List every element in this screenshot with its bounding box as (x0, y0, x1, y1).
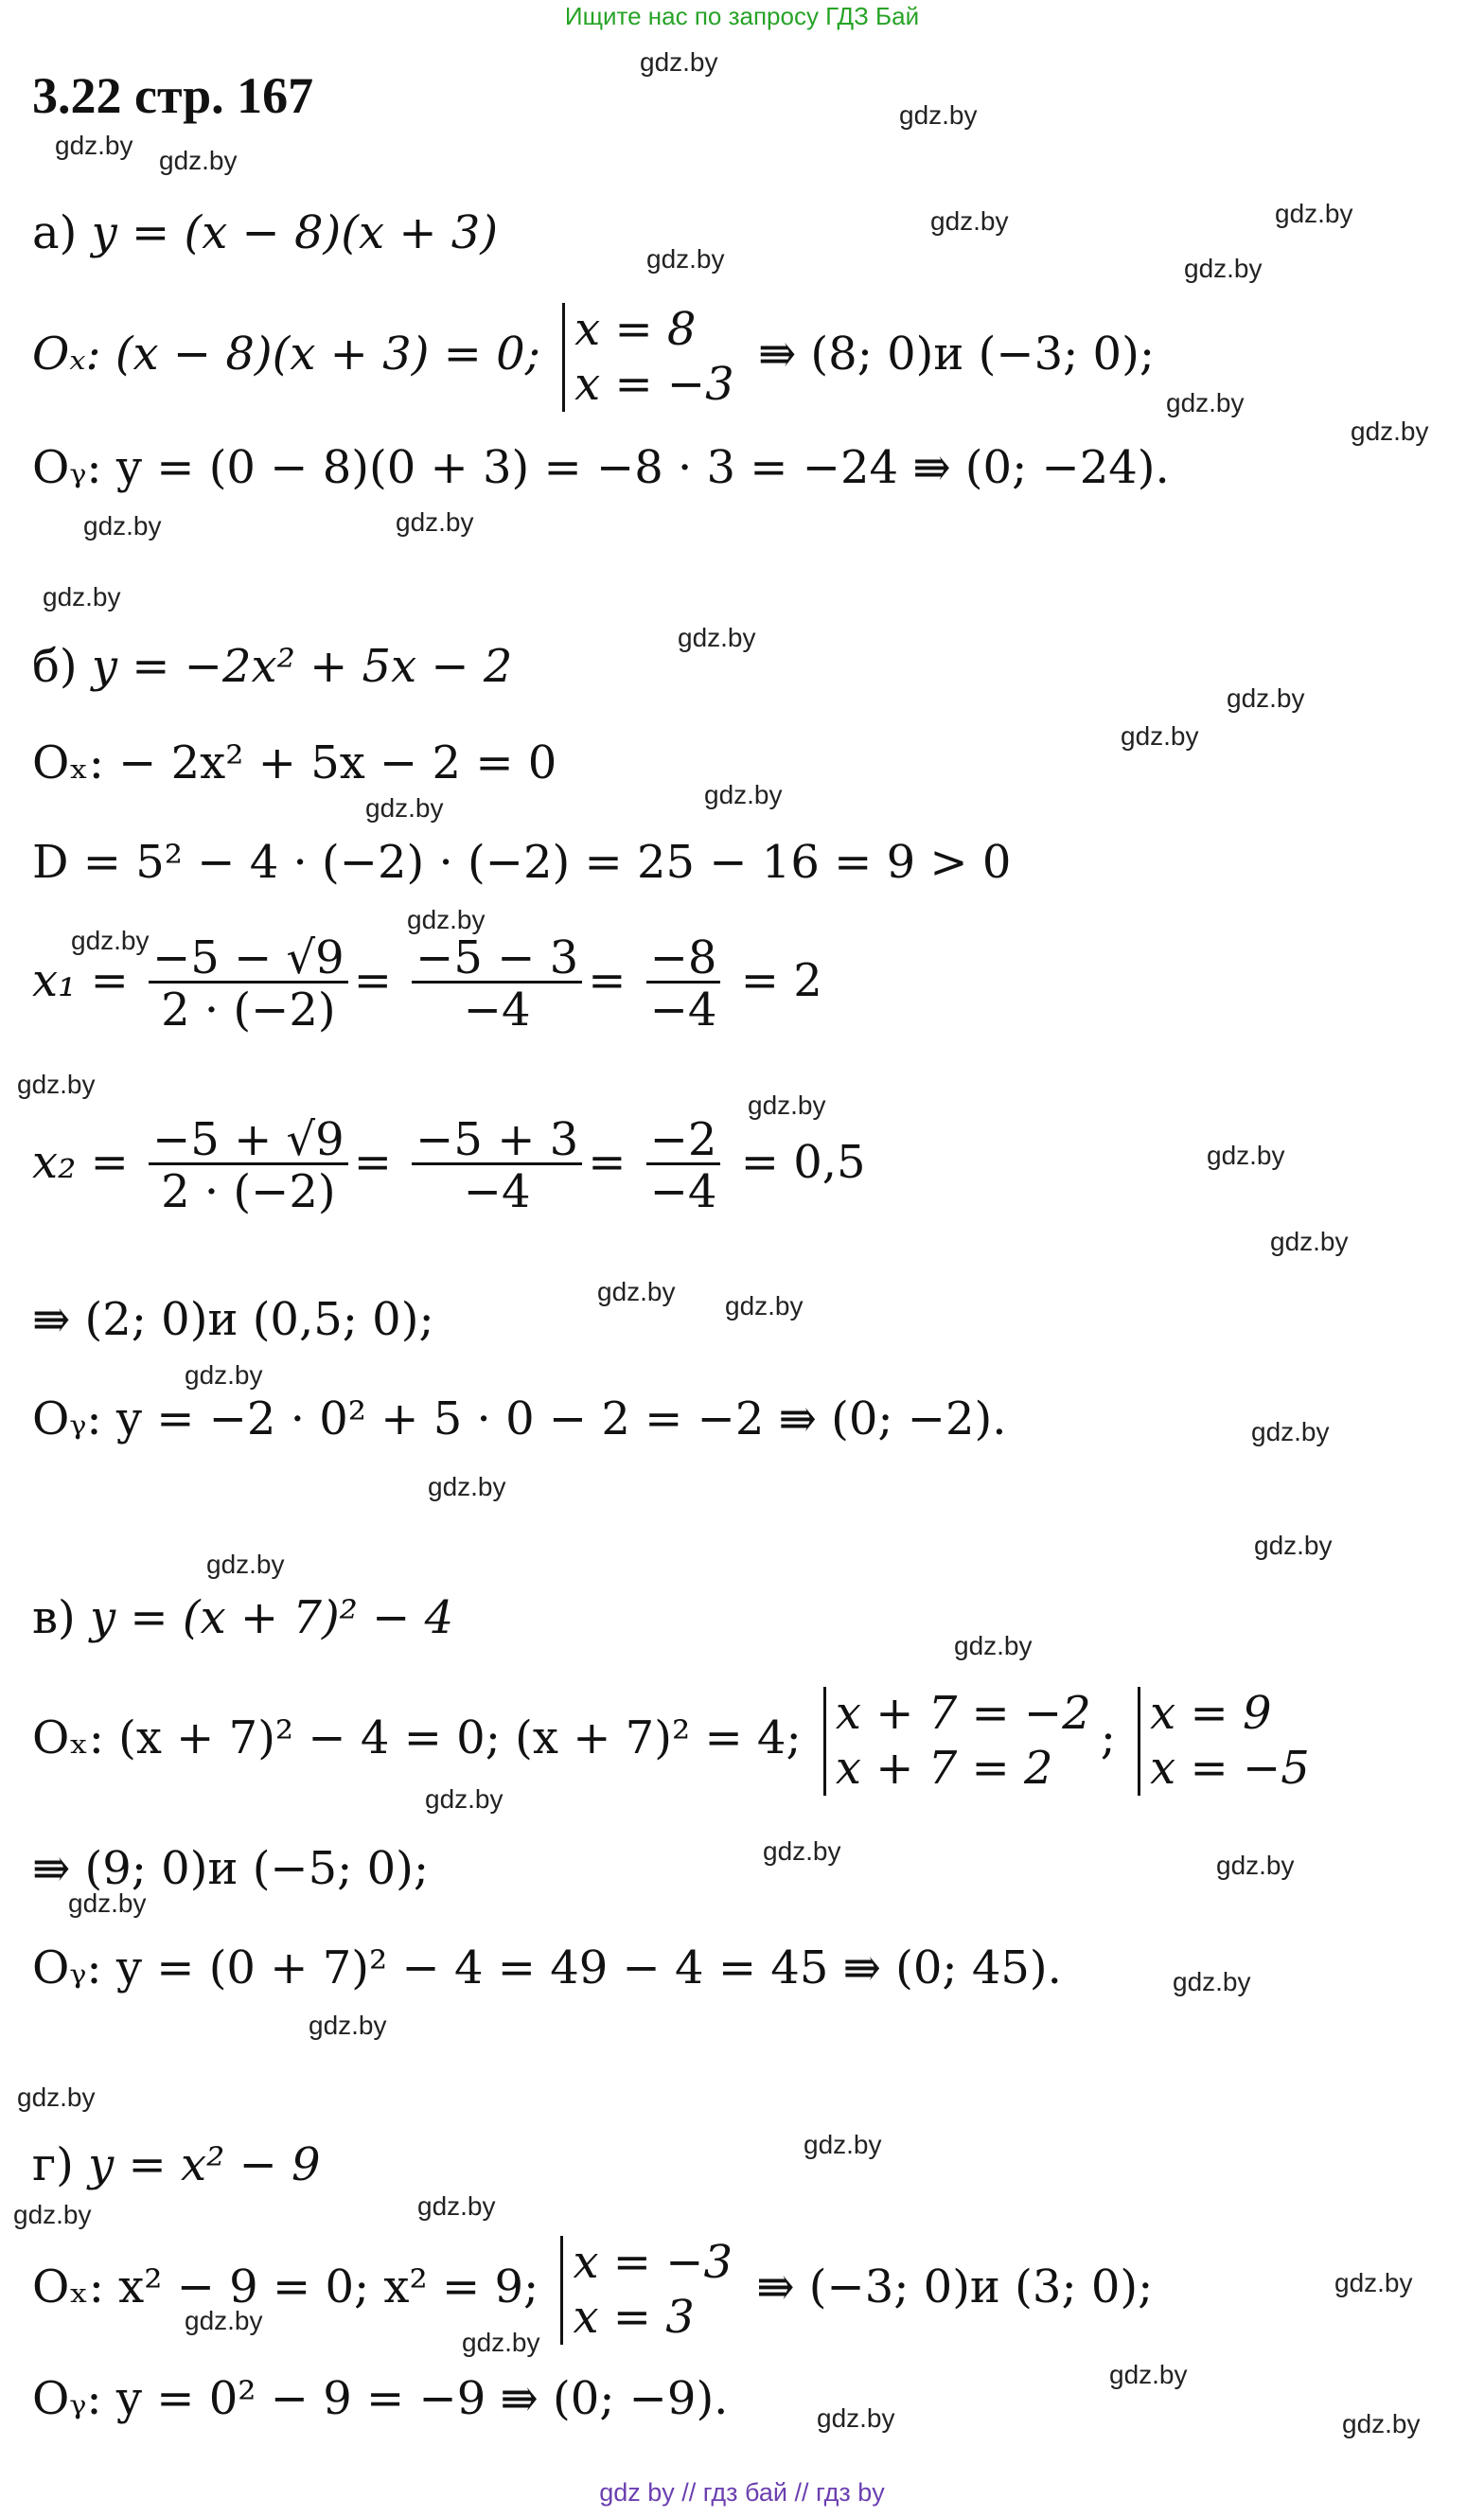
watermark: gdz.by (309, 2011, 387, 2040)
part-a-equation: а) y = (x − 8)(x + 3) (32, 206, 499, 259)
part-b-x1: x₁ = $\frac{-5 - √9}{2 \cdot (-2)}$ = $\frac{-5 - 3}{-4}$ = $\frac{-8}{-4}$ = 2 (32, 931, 822, 1037)
watermark: gdz.by (1342, 2409, 1421, 2438)
watermark: gdz.by (1254, 1531, 1333, 1560)
part-d-ox: Oₓ: x² − 9 = 0; x² = 9; x = −3 x = 3 ⇛ (−3; 0)и (3; 0); (32, 2236, 1154, 2344)
part-d-system: x = −3 x = 3 (560, 2236, 733, 2345)
watermark: gdz.by (417, 2191, 496, 2221)
watermark: gdz.by (425, 1784, 504, 1814)
watermark: gdz.by (407, 905, 486, 934)
watermark: gdz.by (365, 793, 444, 823)
part-d-equation: г) y = x² − 9 (32, 2138, 321, 2191)
part-b-discriminant: D = 5² − 4 · (−2) · (−2) = 25 − 16 = 9 > 0 (32, 836, 1012, 889)
watermark: gdz.by (159, 146, 238, 175)
watermark: gdz.by (954, 1631, 1033, 1660)
watermark: gdz.by (55, 131, 133, 160)
part-c-oy: Oᵧ: y = (0 + 7)² − 4 = 49 − 4 = 45 ⇛ (0; 45). (32, 1941, 1062, 1994)
watermark: gdz.by (817, 2403, 895, 2433)
part-c-system-2: x = 9 x = −5 (1138, 1687, 1310, 1796)
watermark: gdz.by (71, 926, 150, 955)
watermark: gdz.by (462, 2328, 540, 2357)
watermark: gdz.by (763, 1836, 841, 1866)
watermark: gdz.by (678, 623, 756, 652)
part-c-ox: Oₓ: (x + 7)² − 4 = 0; (x + 7)² = 4; x + 7 = −2 x + 7 = 2 ; x = 9 x = −5 (32, 1687, 1310, 1795)
watermark: gdz.by (597, 1277, 676, 1306)
watermark: gdz.by (930, 206, 1009, 236)
part-b-x2: x₂ = $\frac{-5 + √9}{2 \cdot (-2)}$ = $\frac{-5 + 3}{-4}$ = $\frac{-2}{-4}$ = 0,5 (32, 1113, 866, 1218)
watermark: gdz.by (725, 1291, 804, 1321)
watermark: gdz.by (1216, 1851, 1295, 1880)
watermark: gdz.by (1334, 2268, 1413, 2297)
page-title: 3.22 стр. 167 (32, 67, 314, 124)
part-b-points: ⇛ (2; 0)и (0,5; 0); (32, 1293, 434, 1346)
watermark: gdz.by (748, 1090, 826, 1120)
watermark: gdz.by (185, 2306, 263, 2335)
part-c-system-1: x + 7 = −2 x + 7 = 2 (823, 1687, 1091, 1796)
watermark: gdz.by (83, 511, 162, 541)
part-c-equation: в) y = (x + 7)² − 4 (32, 1591, 454, 1644)
watermark: gdz.by (1166, 388, 1245, 417)
part-c-points: ⇛ (9; 0)и (−5; 0); (32, 1842, 430, 1895)
part-a-ox: Oₓ: (x − 8)(x + 3) = 0; x = 8 x = −3 ⇛ (8; 0)и (−3; 0); (32, 303, 1155, 411)
watermark: gdz.by (1270, 1227, 1349, 1256)
top-banner: Ищите нас по запросу ГДЗ Бай (564, 2, 920, 30)
watermark: gdz.by (1227, 683, 1305, 713)
watermark: gdz.by (899, 100, 978, 130)
watermark: gdz.by (1275, 199, 1353, 228)
part-b-equation: б) y = −2x² + 5x − 2 (32, 640, 513, 693)
watermark: gdz.by (68, 1888, 147, 1918)
watermark: gdz.by (640, 47, 718, 77)
watermark: gdz.by (1184, 254, 1263, 283)
watermark: gdz.by (1109, 2360, 1188, 2389)
watermark: gdz.by (396, 507, 474, 537)
watermark: gdz.by (1207, 1141, 1285, 1170)
watermark: gdz.by (428, 1472, 506, 1501)
watermark: gdz.by (646, 244, 725, 274)
part-b-ox: Oₓ: − 2x² + 5x − 2 = 0 (32, 736, 557, 789)
watermark: gdz.by (704, 780, 783, 809)
watermark: gdz.by (1351, 417, 1429, 446)
part-b-oy: Oᵧ: y = −2 · 0² + 5 · 0 − 2 = −2 ⇛ (0; −2). (32, 1392, 1007, 1445)
watermark: gdz.by (1121, 721, 1199, 751)
watermark: gdz.by (185, 1360, 263, 1390)
watermark: gdz.by (17, 1070, 96, 1099)
watermark: gdz.by (43, 582, 121, 612)
part-d-oy: Oᵧ: y = 0² − 9 = −9 ⇛ (0; −9). (32, 2372, 729, 2425)
watermark: gdz.by (17, 2083, 96, 2112)
part-a-oy: Oᵧ: y = (0 − 8)(0 + 3) = −8 · 3 = −24 ⇛ (0; −24). (32, 441, 1170, 494)
watermark: gdz.by (1173, 1967, 1251, 1996)
watermark: gdz.by (804, 2130, 882, 2159)
watermark: gdz.by (13, 2200, 92, 2229)
watermark: gdz.by (1251, 1417, 1330, 1446)
part-a-system: x = 8 x = −3 (562, 303, 734, 412)
watermark: gdz.by (206, 1550, 285, 1579)
footer-links[interactable]: gdz by // гдз бай // гдз by (599, 2478, 885, 2507)
